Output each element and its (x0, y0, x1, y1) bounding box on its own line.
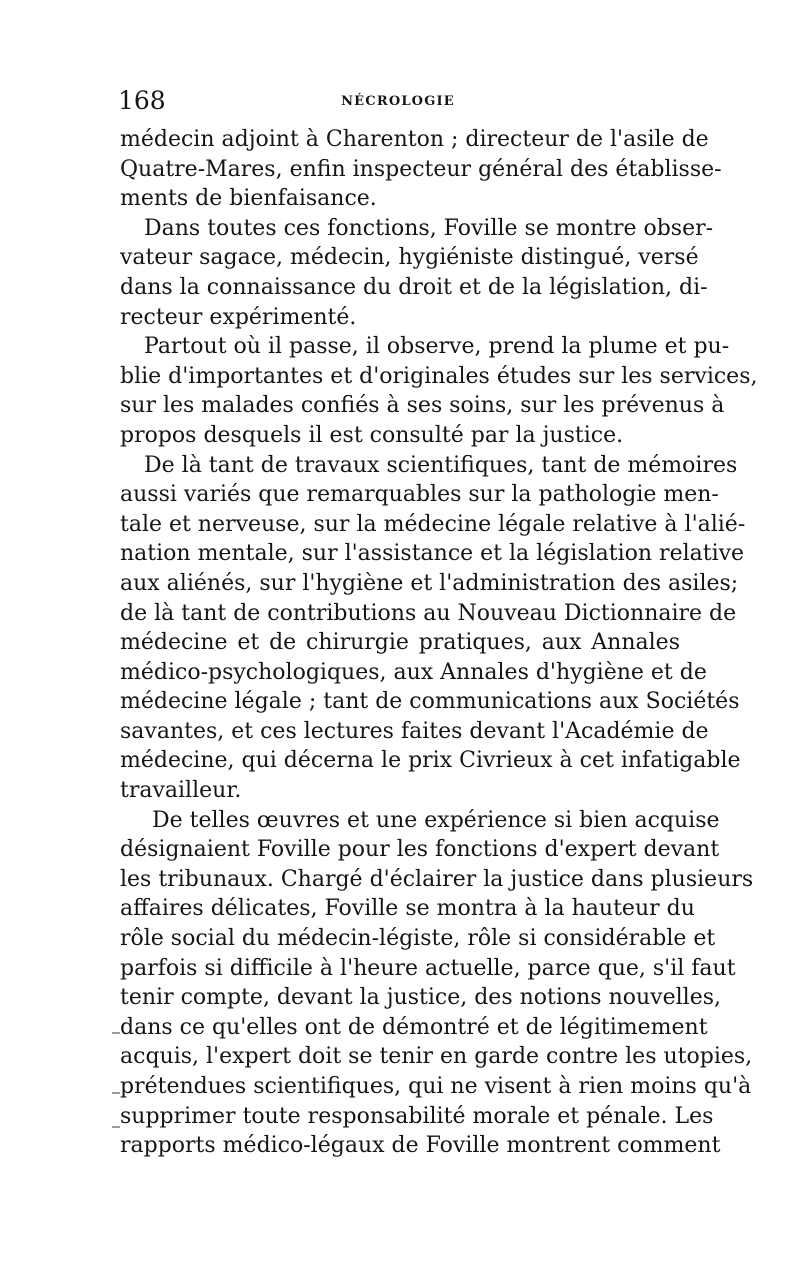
text-line: rôle social du médecin-légiste, rôle si considérable et (120, 926, 716, 952)
text-line: dans la connaissance du droit et de la législation, di- (120, 274, 708, 300)
text-line: propos desquels il est consulté par la justice. (120, 422, 624, 448)
text-line: médecine et de chirurgie pratiques, aux Annales (120, 630, 680, 656)
text-line: aux aliénés, sur l'hygiène et l'administration des asiles; (120, 570, 739, 596)
text-line: médecine, qui décerna le prix Civrieux à cet infatigable (120, 748, 741, 774)
text-line: rapports médico-légaux de Foville montrent comment (120, 1133, 721, 1159)
text-line: De là tant de travaux scientifiques, tant de mémoires (144, 452, 738, 478)
text-line: travailleur. (120, 778, 242, 804)
text-line: Quatre-Mares, enfin inspecteur général des établisse- (120, 156, 722, 182)
text-line: médico-psychologiques, aux Annales d'hygiène et de (120, 659, 707, 685)
margin-scan-mark (112, 1032, 120, 1034)
margin-scan-mark (112, 1092, 120, 1094)
text-line: désignaient Foville pour les fonctions d'expert devant (120, 837, 720, 863)
text-line: aussi variés que remarquables sur la pathologie men- (120, 482, 719, 508)
text-line: Dans toutes ces fonctions, Foville se montre obser- (144, 215, 714, 241)
running-head: NÉCROLOGIE (341, 94, 455, 109)
text-line: nation mentale, sur l'assistance et la législation relative (120, 541, 745, 567)
text-line: médecin adjoint à Charenton ; directeur de l'asile de (120, 127, 709, 152)
text-line: ments de bienfaisance. (120, 186, 377, 212)
text-line: parfois si difficile à l'heure actuelle, parce que, s'il faut (120, 955, 736, 981)
text-line: savantes, et ces lectures faites devant l'Académie de (120, 718, 709, 744)
text-line: sur les malades confiés à ses soins, sur les prévenus à (120, 393, 725, 419)
text-line: De telles œuvres et une expérience si bien acquise (152, 807, 720, 833)
margin-scan-mark (112, 1126, 120, 1128)
text-line: acquis, l'expert doit se tenir en garde contre les utopies, (120, 1044, 753, 1070)
text-line: supprimer toute responsabilité morale et pénale. Les (120, 1103, 714, 1129)
text-line: affaires délicates, Foville se montra à la hauteur du (120, 896, 695, 922)
text-line: recteur expérimenté. (120, 304, 357, 330)
text-line: prétendues scientifiques, qui ne visent à rien moins qu'à (120, 1074, 752, 1099)
text-line: vateur sagace, médecin, hygiéniste distingué, versé (120, 245, 699, 271)
text-line: Partout où il passe, il observe, prend la plume et pu- (144, 334, 730, 360)
page-number: 168 (118, 86, 166, 115)
text-line: tenir compte, devant la justice, des notions nouvelles, (120, 985, 721, 1011)
text-line: blie d'importantes et d'originales études sur les services, (120, 363, 758, 389)
text-line: tale et nerveuse, sur la médecine légale relative à l'alié- (120, 511, 746, 537)
text-line: de là tant de contributions au Nouveau Dictionnaire de (120, 600, 737, 626)
text-line: les tribunaux. Chargé d'éclairer la justice dans plusieurs (120, 866, 754, 892)
text-line: médecine légale ; tant de communications aux Sociétés (120, 689, 740, 715)
page-header (118, 84, 678, 118)
text-line: dans ce qu'elles ont de démontré et de légitimement (120, 1014, 708, 1040)
body-text (120, 125, 758, 1161)
